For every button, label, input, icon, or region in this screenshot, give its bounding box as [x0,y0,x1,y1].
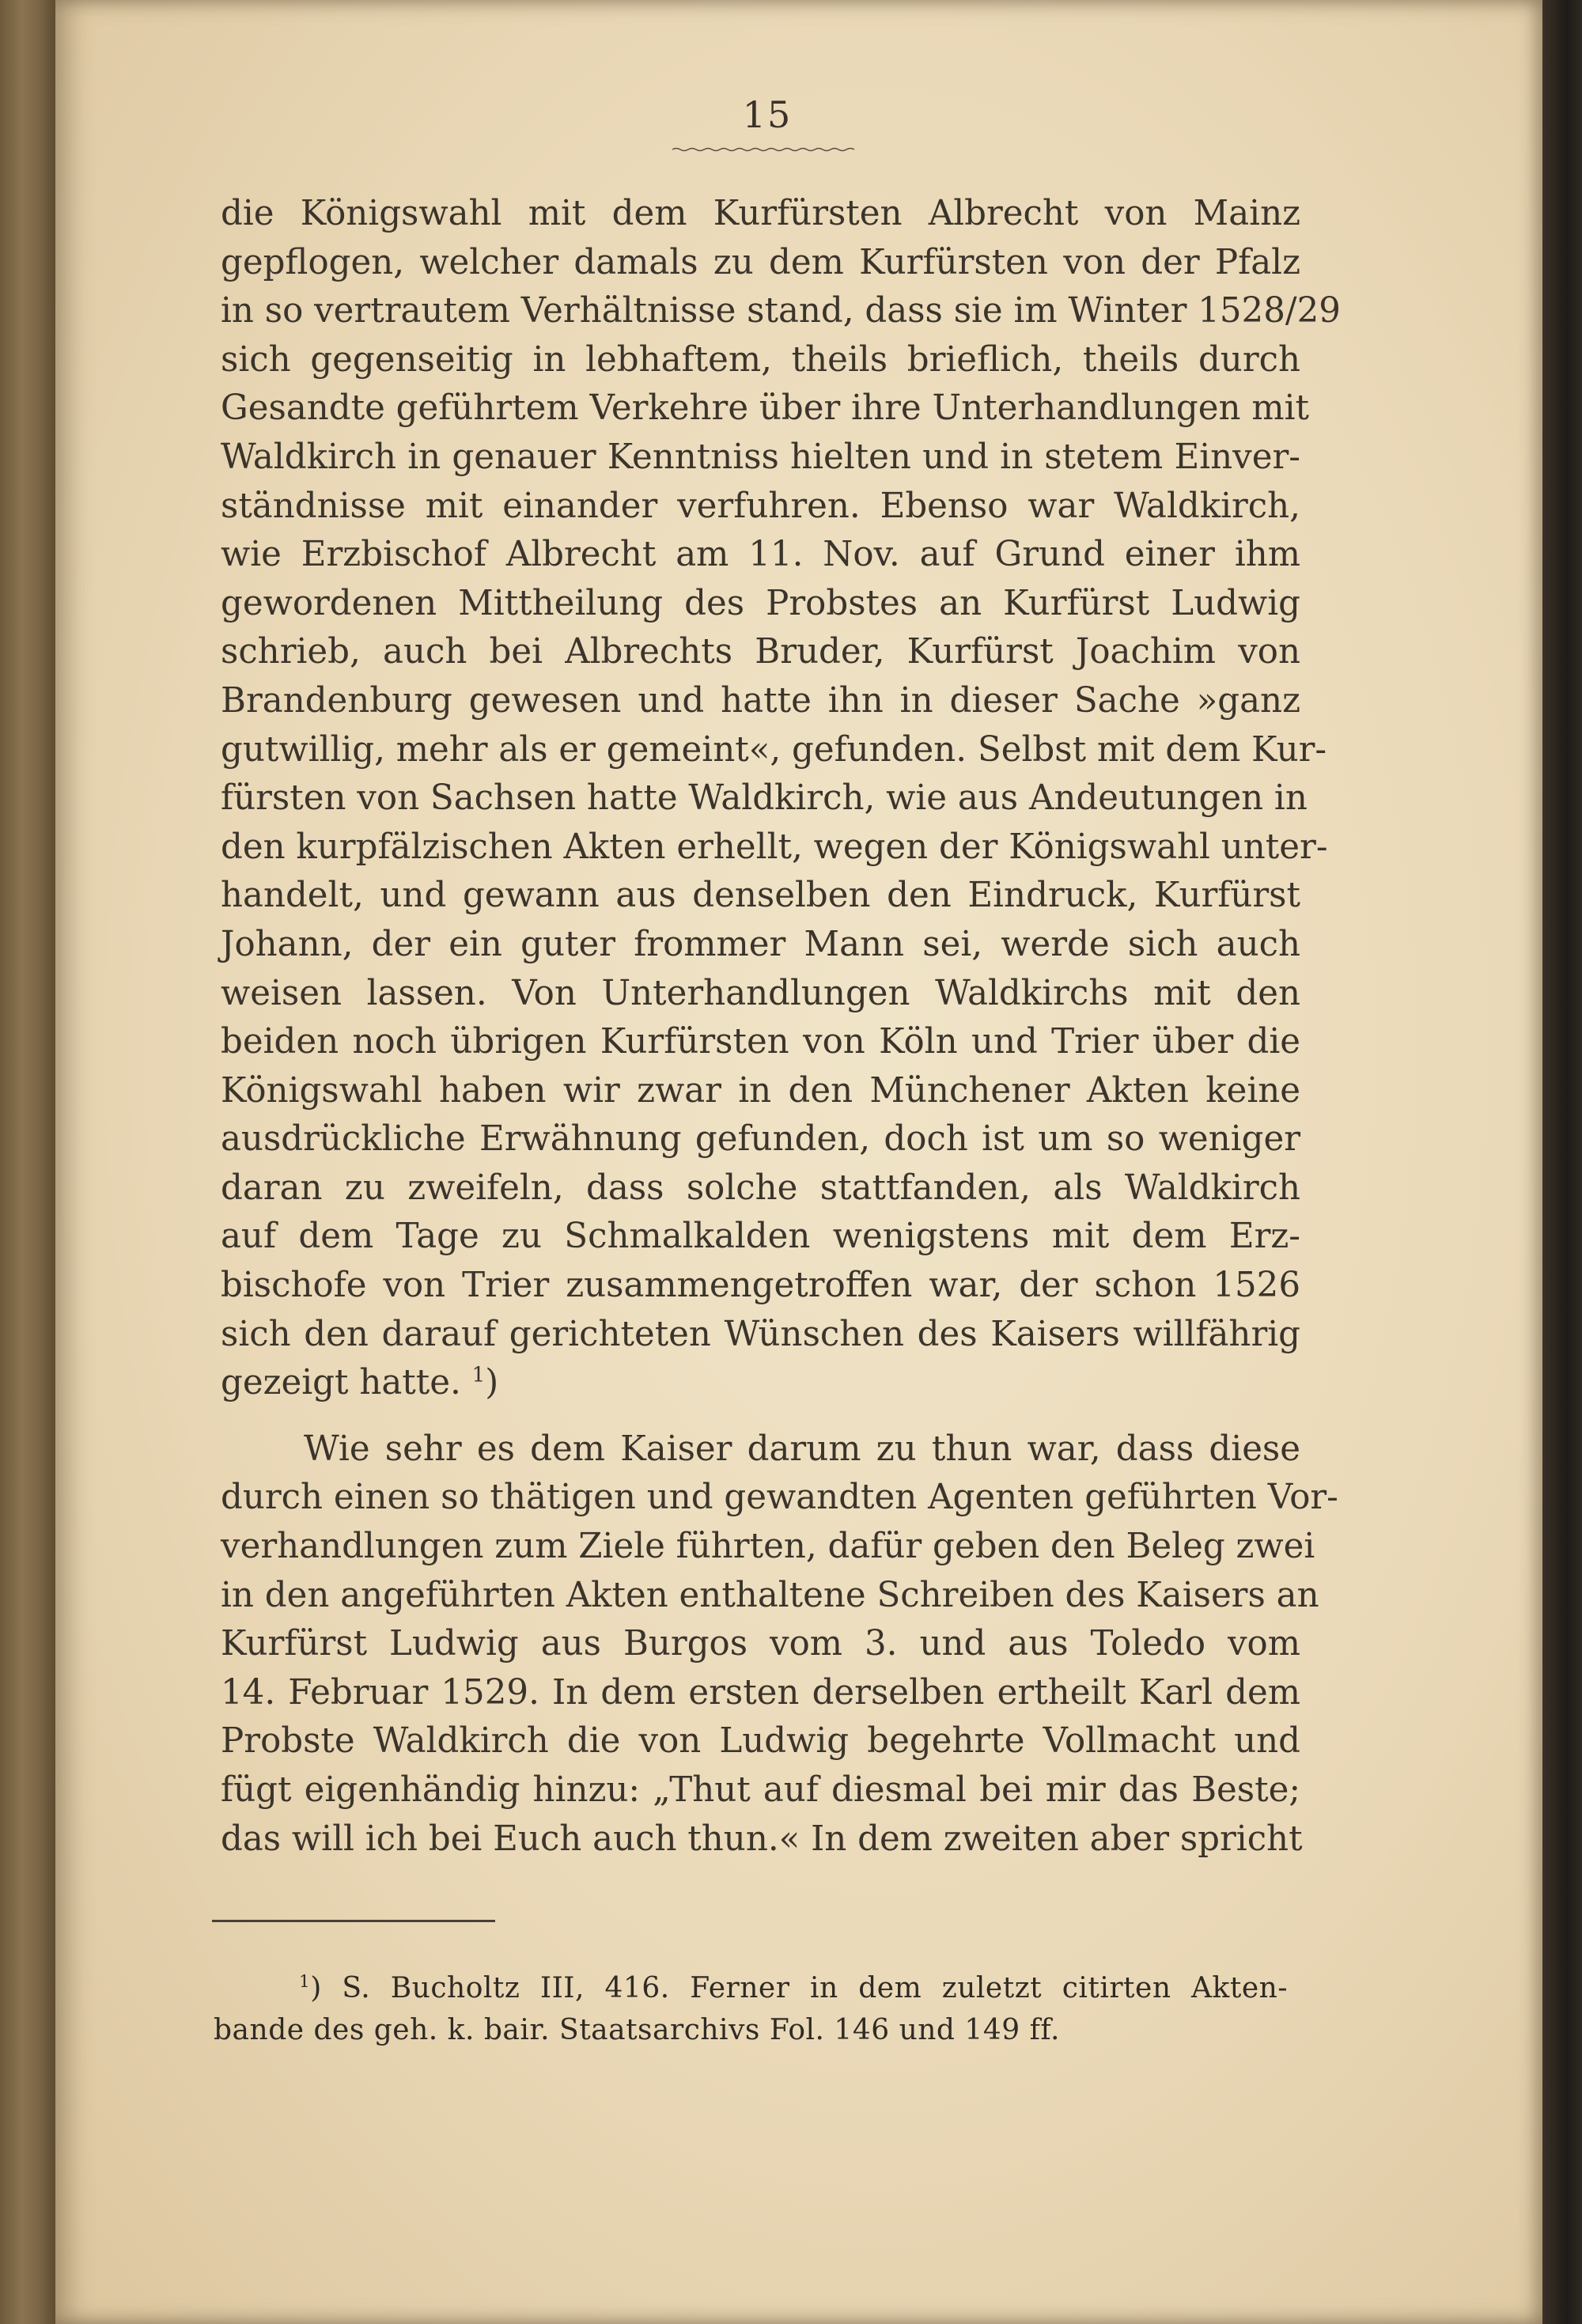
footnote-reference: 1 [471,1363,486,1387]
text-line: 14. Februar 1529. In dem ersten derselben ertheilt Karl dem [221,1672,1300,1713]
text-line: beiden noch übrigen Kurfürsten von Köln und Trier über die [221,1022,1300,1062]
text-line: sich gegenseitig in lebhaftem, theils brieflich, theils durch [221,339,1300,380]
text-line: gewordenen Mittheilung des Probstes an Kurfürst Ludwig [221,583,1300,623]
text-line: weisen lassen. Von Unterhandlungen Waldkirchs mit den [221,973,1300,1013]
text-line: wie Erzbischof Albrecht am 11. Nov. auf Grund einer ihm [221,535,1300,575]
paragraph-1 [221,190,1341,1408]
text-line: gepflogen, welcher damals zu dem Kurfürsten von der Pfalz [221,242,1300,282]
text-line: Brandenburg gewesen und hatte ihn in dieser Sache »ganz [221,680,1300,721]
text-line: gezeigt hatte. $^1$) [221,1363,499,1403]
text-line: daran zu zweifeln, dass solche stattfanden, als Waldkirch [221,1168,1300,1208]
footnote-line-2: bande des geh. k. bair. Staatsarchivs Fol. 146 und 149 ff. [214,2014,1060,2046]
text-line: ständnisse mit einander verfuhren. Ebenso war Waldkirch, [221,486,1300,526]
text-line: das will ich bei Euch auch thun.« In dem zweiten aber spricht [221,1819,1303,1859]
text-line: den kurpfälzischen Akten erhellt, wegen der Königswahl unter- [221,827,1328,867]
body-text [221,190,1341,1864]
text-line: in den angeführten Akten enthaltene Schreiben des Kaisers an [221,1575,1319,1615]
text-line: die Königswahl mit dem Kurfürsten Albrecht von Mainz [221,194,1300,233]
text-line: fügt eigenhändig hinzu: „Thut auf diesmal bei mir das Beste; [221,1770,1300,1810]
text-line: gutwillig, mehr als er gemeint«, gefunden. Selbst mit dem Kur- [221,729,1327,770]
text-line: Wie sehr es dem Kaiser darum zu thun war, dass diese [304,1429,1300,1469]
footnote-divider [212,1920,495,1922]
text-line: schrieb, auch bei Albrechts Bruder, Kurfürst Joachim von [221,632,1300,672]
text-line: Kurfürst Ludwig aus Burgos vom 3. und aus Toledo vom [221,1624,1300,1664]
text-line: handelt, und gewann aus denselben den Eindruck, Kurfürst [221,876,1300,916]
text-line: Johann, der ein guter frommer Mann sei, werde sich auch [221,924,1300,964]
book-binding [0,0,55,2324]
text-line: auf dem Tage zu Schmalkalden wenigstens mit dem Erz- [221,1217,1300,1257]
footnote [214,1967,1288,2051]
text-line: verhandlungen zum Ziele führten, dafür geben den Beleg zwei [221,1527,1315,1567]
footnote-line-1: $^1$) S. Bucholtz III, 416. Ferner in dem zuletzt citirten Akten- [299,1972,1288,2004]
text-line: in so vertrautem Verhältnisse stand, dass sie im Winter 1528/29 [221,291,1341,331]
page-number: 15 [742,93,793,136]
text-line: bischofe von Trier zusammengetroffen war, der schon 1526 [221,1266,1300,1306]
page-number-ornament [672,147,858,152]
text-line: Waldkirch in genauer Kenntniss hielten und in stetem Einver- [221,437,1300,477]
text-line: ausdrückliche Erwähnung gefunden, doch ist um so weniger [221,1119,1300,1160]
text-line: sich den darauf gerichteten Wünschen des Kaisers willfährig [221,1314,1300,1354]
text-line: Probste Waldkirch die von Ludwig begehrte Vollmacht und [221,1721,1300,1762]
paragraph-2 [221,1425,1338,1864]
text-line: Gesandte geführtem Verkehre über ihre Unterhandlungen mit [221,388,1309,429]
text-line: fürsten von Sachsen hatte Waldkirch, wie aus Andeutungen in [221,778,1308,819]
footnote-mark: 1 [299,1972,311,1992]
text-line: durch einen so thätigen und gewandten Agenten geführten Vor- [221,1478,1338,1518]
text-line: Königswahl haben wir zwar in den Münchener Akten keine [221,1070,1300,1111]
page-edge-shadow [1542,0,1582,2324]
